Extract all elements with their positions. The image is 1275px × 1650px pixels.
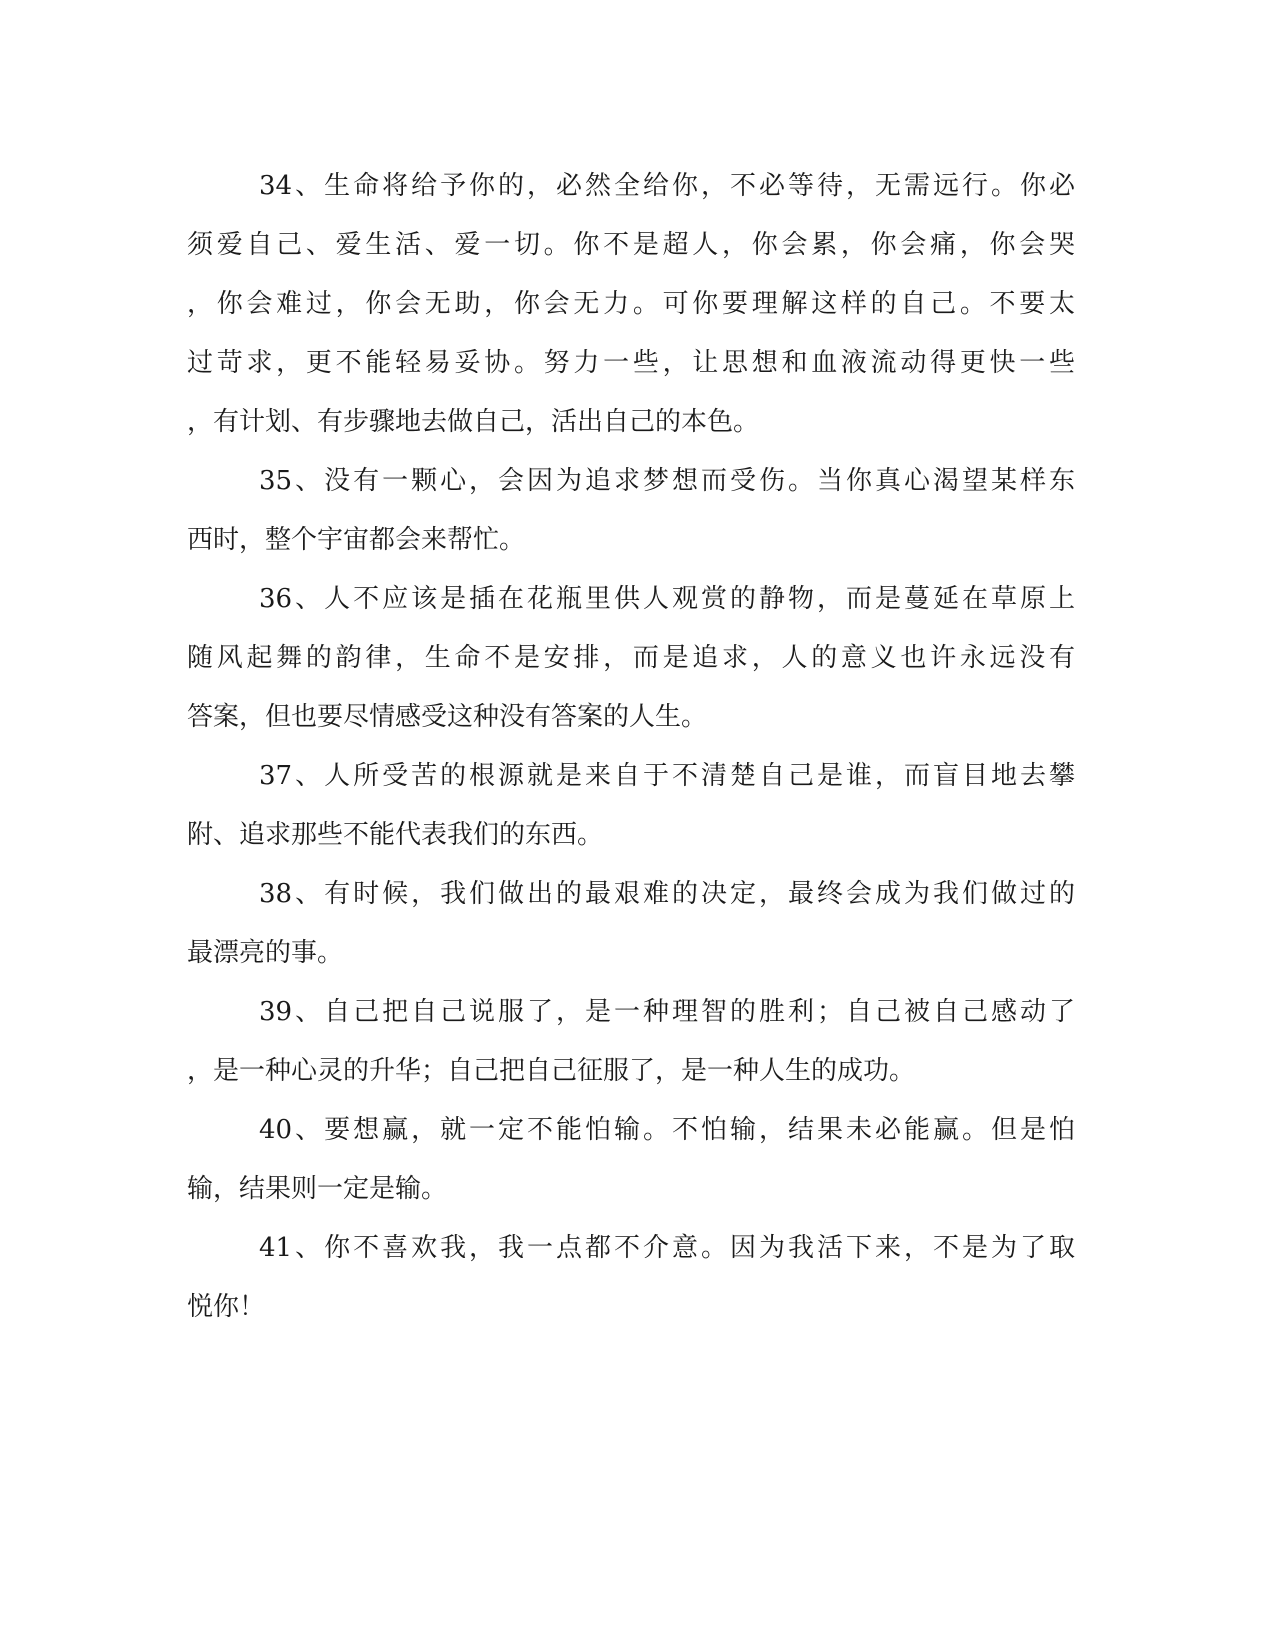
paragraph-34 (187, 157, 1075, 452)
paragraph-36 (187, 570, 1075, 747)
text-line: 最漂亮的事。 (187, 938, 344, 968)
text-line: 输，结果则一定是输。 (187, 1174, 448, 1204)
text-line: 悦你！ (187, 1292, 266, 1322)
text-line: 随风起舞的韵律，生命不是安排，而是追求，人的意义也许永远没有 (187, 643, 1075, 673)
text-line: ，是一种心灵的升华；自己把自己征服了，是一种人生的成功。 (187, 1056, 916, 1086)
text-line: 40、要想赢，就一定不能怕输。不怕输，结果未必能赢。但是怕 (259, 1115, 1075, 1145)
text-line: 须爱自己、爱生活、爱一切。你不是超人，你会累，你会痛，你会哭 (187, 230, 1075, 260)
text-line: 答案，但也要尽情感受这种没有答案的人生。 (187, 702, 708, 732)
paragraph-38 (187, 865, 1075, 983)
text-line: 41、你不喜欢我，我一点都不介意。因为我活下来，不是为了取 (259, 1233, 1075, 1263)
paragraph-40 (187, 1101, 1075, 1219)
text-line: 36、人不应该是插在花瓶里供人观赏的静物，而是蔓延在草原上 (259, 584, 1075, 614)
paragraph-39 (187, 983, 1075, 1101)
text-line: 西时，整个宇宙都会来帮忙。 (187, 525, 526, 555)
text-line: ，有计划、有步骤地去做自己，活出自己的本色。 (187, 407, 760, 437)
text-line: 39、自己把自己说服了，是一种理智的胜利；自己被自己感动了 (259, 997, 1075, 1027)
paragraph-35 (187, 452, 1075, 570)
text-line: 35、没有一颗心，会因为追求梦想而受伤。当你真心渴望某样东 (259, 466, 1075, 496)
paragraph-37 (187, 747, 1075, 865)
text-line: 37、人所受苦的根源就是来自于不清楚自己是谁，而盲目地去攀 (259, 761, 1075, 791)
document-body (187, 157, 1075, 1337)
text-line: ，你会难过，你会无助，你会无力。可你要理解这样的自己。不要太 (187, 289, 1075, 319)
text-line: 34、生命将给予你的，必然全给你，不必等待，无需远行。你必 (259, 171, 1075, 201)
text-line: 过苛求，更不能轻易妥协。努力一些，让思想和血液流动得更快一些 (187, 348, 1075, 378)
text-line: 附、追求那些不能代表我们的东西。 (187, 820, 604, 850)
text-line: 38、有时候，我们做出的最艰难的决定，最终会成为我们做过的 (259, 879, 1075, 909)
paragraph-41 (187, 1219, 1075, 1337)
